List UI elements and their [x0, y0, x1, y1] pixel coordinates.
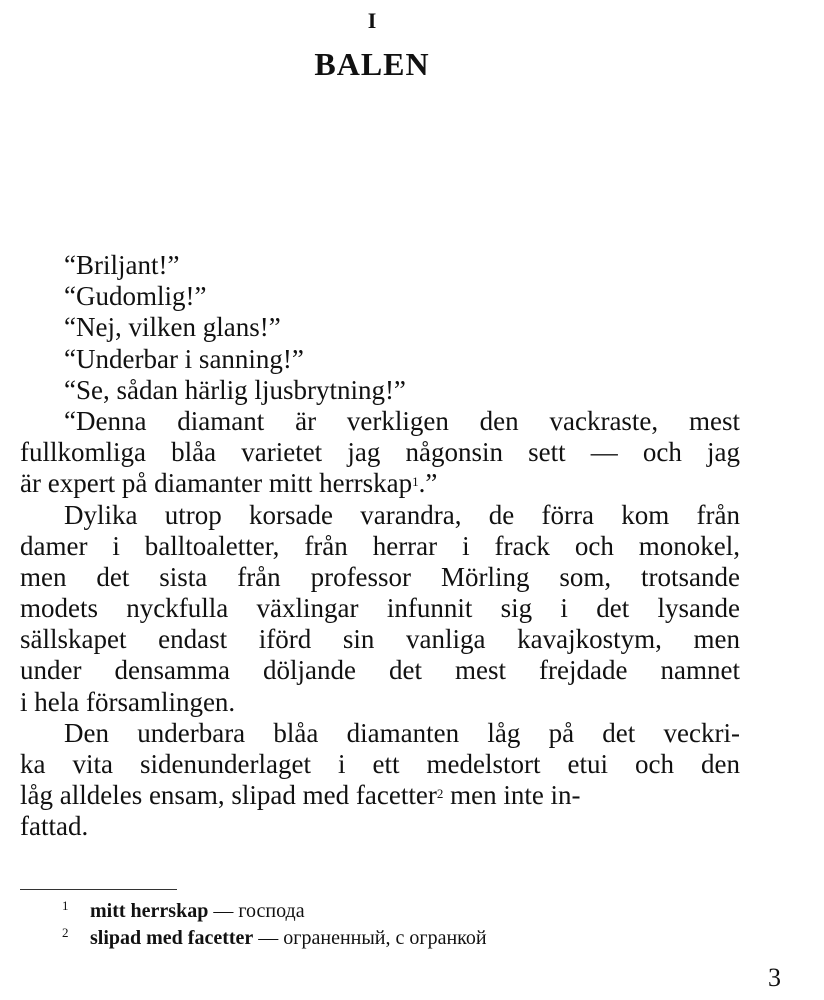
footnote-divider	[20, 889, 177, 890]
footnote-number: 2	[62, 925, 69, 940]
chapter-body-text	[20, 250, 740, 843]
footnotes	[62, 898, 782, 952]
text-line: Dylika utrop korsade varandra, de förra kom från	[64, 499, 740, 530]
footnote-ref-2: 2	[436, 786, 444, 802]
text-line: ka vita sidenunderlaget i ett medelstort etui och den	[20, 749, 740, 779]
text-line: damer i balltoaletter, från herrar i frack och monokel,	[20, 530, 740, 561]
text-line: “Se, sådan härlig ljusbrytning!”	[64, 374, 406, 405]
text-line-expert	[20, 468, 740, 499]
text-line: “Gudomlig!”	[64, 281, 207, 312]
footnote-translation: — господа	[208, 900, 305, 922]
text-line: Den underbara blåa diamanten låg på det veckri-	[64, 717, 740, 748]
page-number: 3	[768, 963, 781, 992]
footnote-item	[62, 925, 782, 952]
text-segment: men inte in-	[443, 780, 581, 811]
text-line: “Denna diamant är verkligen den vackraste, mest	[64, 405, 740, 436]
text-segment: är expert på diamanter mitt herrskap	[20, 468, 413, 499]
footnote-number: 1	[62, 898, 69, 913]
text-line: “Briljant!”	[64, 250, 180, 280]
text-line: “Underbar i sanning!”	[64, 343, 304, 374]
text-line: “Nej, vilken glans!”	[64, 312, 281, 343]
footnote-ref-1: 1	[412, 474, 419, 490]
text-line-facetter	[20, 780, 740, 811]
footnote-translation: — ограненный, с огранкой	[253, 927, 487, 949]
text-segment: .”	[418, 468, 438, 499]
text-line: under densamma döljande det mest frejdade namnet	[20, 655, 740, 686]
text-segment: låg alldeles ensam, slipad med facetter	[20, 780, 437, 811]
text-line: modets nyckfulla växlingar infunnit sig i det lysande	[20, 593, 740, 624]
chapter-title: BALEN	[314, 46, 430, 82]
footnote-item	[62, 898, 782, 925]
text-line: fullkomliga blåa varietet jag någonsin sett — och jag	[20, 437, 740, 468]
text-line: men det sista från professor Mörling som, trotsande	[20, 561, 740, 592]
text-line: sällskapet endast iförd sin vanliga kavajkostym, men	[20, 624, 740, 655]
footnote-term: slipad med facetter	[90, 927, 254, 949]
footnote-term: mitt herrskap	[90, 900, 209, 922]
text-line: i hela församlingen.	[20, 686, 236, 717]
text-line: fattad.	[20, 811, 89, 842]
chapter-number: I	[367, 8, 377, 33]
